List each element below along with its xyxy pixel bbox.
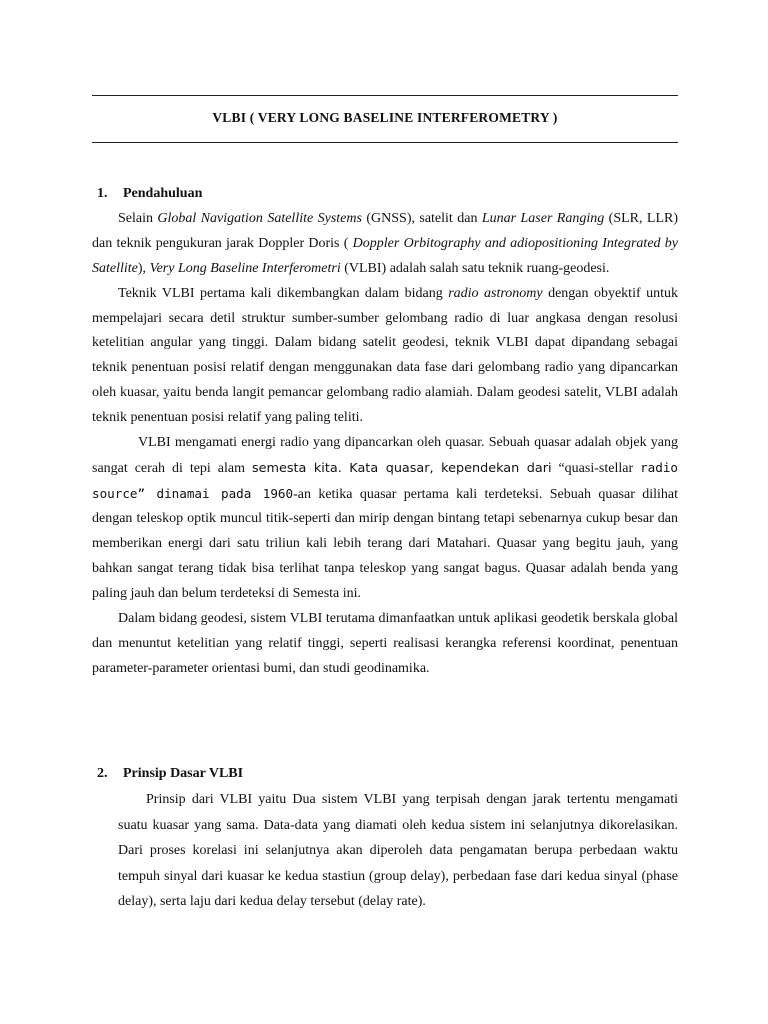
top-rule (92, 95, 678, 96)
section-2-heading (97, 766, 243, 782)
title-bottom-rule (92, 142, 678, 143)
paragraph-geodesy: Dalam bidang geodesi, sistem VLBI terutama dimanfaatkan untuk aplikasi geodetik berskala global dan menuntut ketelitian yang relatif tinggi, seperti realisasi kerangka referensi koordinat, penentuan parameter-parameter orientasi bumi, dan studi geodinamika. (92, 610, 678, 676)
section-2-number: 2. (97, 766, 108, 781)
document-title: VLBI ( VERY LONG BASELINE INTERFEROMETRY ) (212, 110, 558, 125)
paragraph-radio-astronomy: Teknik VLBI pertama kali dikembangkan dalam bidang radio astronomy dengan obyektif untuk mempelajari secara detil struktur sumber-sumber gelombang radio di luar angkasa dengan resolusi ketelitian angular yang tinggi. Dalam bidang satelit geodesi, teknik VLBI dapat dipandang sebagai teknik penentuan posisi relatif dengan menggunakan data fase dari gelombang radio yang dipancarkan oleh kuasar, yaitu benda langit pemancar gelombang radio alamiah. Dalam geodesi satelit, VLBI adalah teknik penentuan posisi relatif yang paling teliti. (92, 285, 678, 425)
paragraph-intro: Selain Global Navigation Satellite Systems (GNSS), satelit dan Lunar Laser Ranging (SLR, LLR) dan teknik pengukuran jarak Doppler Doris ( Doppler Orbitography and adiopositioning Integrated by Satellite), Very Long Baseline Interferometri (VLBI) adalah salah satu teknik ruang-geodesi. (92, 211, 679, 276)
section-1-title: Pendahuluan (123, 186, 203, 201)
paragraph-quasar: VLBI mengamati energi radio yang dipancarkan oleh quasar. Sebuah quasar adalah objek yang sangat cerah di tepi alam semesta kita. Kata quasar, kependekan dari “quasi-stellar radio source” dinamai pada 1960-an ketika quasar pertama kali terdeteksi. Sebuah quasar dilihat dengan teleskop optik muncul titik-seperti dan mirip dengan bintang tetapi sebenarnya cukup besar dan memberikan energi dari satu triliun kali lebih terang dari Matahari. Quasar yang begitu jauh, yang bahkan sangat terang tidak bisa terlihat tanpa teleskop yang sangat bagus. Quasar adalah benda yang paling jauh dan belum terdeteksi di Semesta ini. (92, 434, 678, 601)
section-1-number: 1. (97, 186, 108, 201)
section-1-heading (97, 186, 202, 202)
paragraph-principle: Prinsip dari VLBI yaitu Dua sistem VLBI yang terpisah dengan jarak tertentu mengamati suatu kuasar yang sama. Data-data yang diamati oleh kedua sistem ini selanjutnya dikorelasikan. Dari proses korelasi ini selanjutnya akan diperoleh data pengamatan berupa perbedaan waktu tempuh sinyal dari kuasar ke kedua stastiun (group delay), perbedaan fase dari kedua sinyal (phase delay), serta laju dari kedua delay tersebut (delay rate). (118, 792, 678, 909)
section-1-body (92, 207, 678, 681)
section-2-body (118, 787, 678, 915)
section-2-title: Prinsip Dasar VLBI (123, 766, 244, 781)
